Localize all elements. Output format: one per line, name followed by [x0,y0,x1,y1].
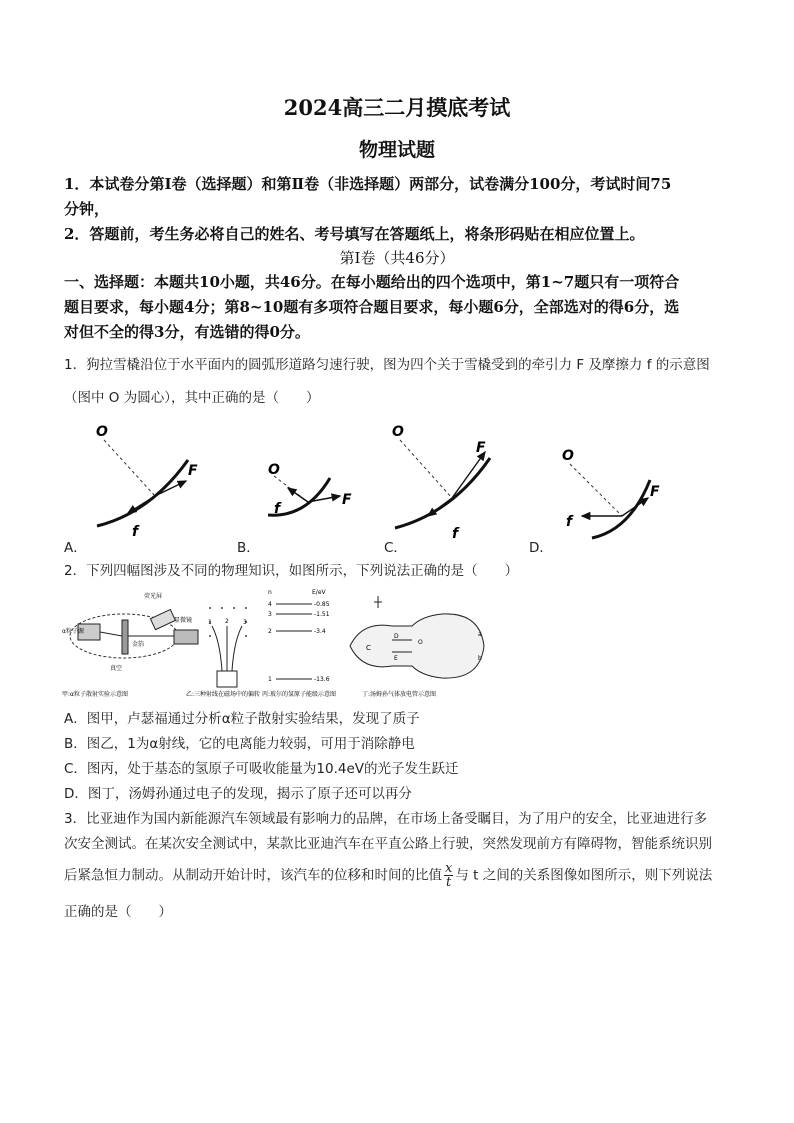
label-screen: 荧光屏 [144,593,163,600]
q1-figure-c [392,424,490,542]
level-n-2: 2 [268,628,272,635]
q2-option-c: C．图丙，处于基态的氢原子可吸收能量为10.4eV的光子发生跃迁 [64,761,459,777]
label-c: C [366,644,371,652]
friction-label-f: f [132,524,139,540]
q1-figure-d [562,448,660,538]
exam-title: 2024高三二月摸底考试 [283,95,511,120]
note-2: 2．答题前，考生务必将自己的姓名、考号填写在答题纸上，将条形码贴在相应位置上。 [64,225,645,243]
q1-figure-row [60,418,740,556]
level-e-3: -1.51 [314,611,330,618]
q1-option-b: B． [237,540,260,556]
q2-option-a: A．图甲，卢瑟福通过分析α粒子散射实验结果，发现了质子 [64,711,420,727]
traction-label-f: F [650,484,660,500]
traction-label-f: F [342,492,352,508]
label-b: b [478,655,482,662]
q2-figure-bing [262,589,336,698]
center-label-o: O [392,424,404,440]
level-e-4: -0.85 [314,601,330,608]
section-heading: 第Ⅰ卷（共46分） [339,249,455,267]
q1-option-d: D． [529,540,553,556]
q2-figure-row [62,586,502,704]
label-d: D [394,633,399,640]
section-intro-line-2: 题目要求，每小题4分；第8~10题有多项符合题目要求，每小题6分，全部选对的得6分，选 [64,298,680,316]
q3-line-3-part-b: 与 t 之间的关系图像如图所示，则下列说法 [455,867,713,884]
q2-figure-yi [186,607,260,698]
q3-fraction-x-over-t [444,862,453,889]
traction-label-f: F [476,440,486,456]
level-n-1: 1 [268,676,272,683]
q2-figure-jia [62,592,198,698]
level-e-1: -13.6 [314,676,330,683]
q2-option-d: D．图丁，汤姆孙通过电子的发现，揭示了原子还可以再分 [64,786,412,802]
header-n: n [268,589,272,596]
friction-label-f: f [452,526,459,542]
q1-option-a: A． [64,540,87,556]
ray-label-3: 3 [243,619,247,626]
friction-label-f: f [566,514,573,530]
q2-caption-ding: 丁:汤姆孙气体放电管示意图 [362,691,437,698]
center-label-o: O [96,424,108,440]
ray-label-2: 2 [225,618,229,625]
q2-figure-ding [350,596,484,698]
q3-stem-line-3 [64,862,712,889]
label-o: O [418,639,423,646]
label-alpha-source: α粒子源 [62,628,84,635]
label-gold-foil: 金箔 [132,641,145,648]
center-label-o: O [562,448,574,464]
level-e-2: -3.4 [314,628,326,635]
q3-stem-line-2: 次安全测试。在某次安全测试中，某款比亚迪汽车在平直公路上行驶，突然发现前方有障碍物，智能系统识别 [64,836,712,852]
q3-stem-line-1: 3．比亚迪作为国内新能源汽车领域最有影响力的品牌，在市场上备受瞩目，为了用户的安全，比亚迪进行多 [64,811,708,827]
fraction-numerator: x [445,861,453,876]
q2-option-b: B．图乙，1为α射线，它的电离能力较弱，可用于消除静电 [64,736,415,752]
section-intro-line-1: 一、选择题：本题共10小题，共46分。在每小题给出的四个选项中，第1~7题只有一项符合 [64,273,680,291]
traction-label-f: F [188,463,198,479]
note-1-line-2: 分钟， [64,200,110,218]
ray-label-1: 1 [208,619,212,626]
center-label-o: O [268,462,280,478]
q3-stem-line-4: 正确的是（ ） [64,904,172,920]
q1-stem-line-2: （图中 O 为圆心），其中正确的是（ ） [64,390,320,406]
section-intro-line-3: 对但不全的得3分，有选错的得0分。 [64,323,310,341]
q1-figure-b [268,462,352,517]
note-1-line-1: 1．本试卷分第Ⅰ卷（选择题）和第Ⅱ卷（非选择题）两部分，试卷满分100分，考试时间75 [64,175,672,193]
label-a: a [478,631,482,638]
q1-figure-a [96,424,198,540]
q1-stem-line-1: 1．狗拉雪橇沿位于水平面内的圆弧形道路匀速行驶，图为四个关于雪橇受到的牵引力 F 及摩擦力 f 的示意图 [64,357,710,373]
label-vacuum: 真空 [110,665,123,672]
header-energy: E/eV [312,589,326,596]
q2-caption-jia: 甲:α粒子散射实验示意图 [62,691,128,698]
fraction-denominator: t [446,875,452,890]
q1-option-c: C． [384,540,407,556]
level-n-3: 3 [268,611,272,618]
q2-stem: 2．下列四幅图涉及不同的物理知识，如图所示，下列说法正确的是（ ） [64,563,519,579]
q2-caption-bing: 丙:玻尔的氢原子能级示意图 [262,691,337,698]
exam-subtitle: 物理试题 [358,139,435,161]
q3-line-3-part-a: 后紧急恒力制动。从制动开始计时，该汽车的位移和时间的比值 [64,867,442,884]
friction-label-f: f [274,501,281,517]
label-microscope: 显微镜 [174,617,193,624]
label-e: E [394,655,398,662]
q2-caption-yi: 乙:三种射线在磁场中的偏转 [186,691,261,698]
level-n-4: 4 [268,601,272,608]
